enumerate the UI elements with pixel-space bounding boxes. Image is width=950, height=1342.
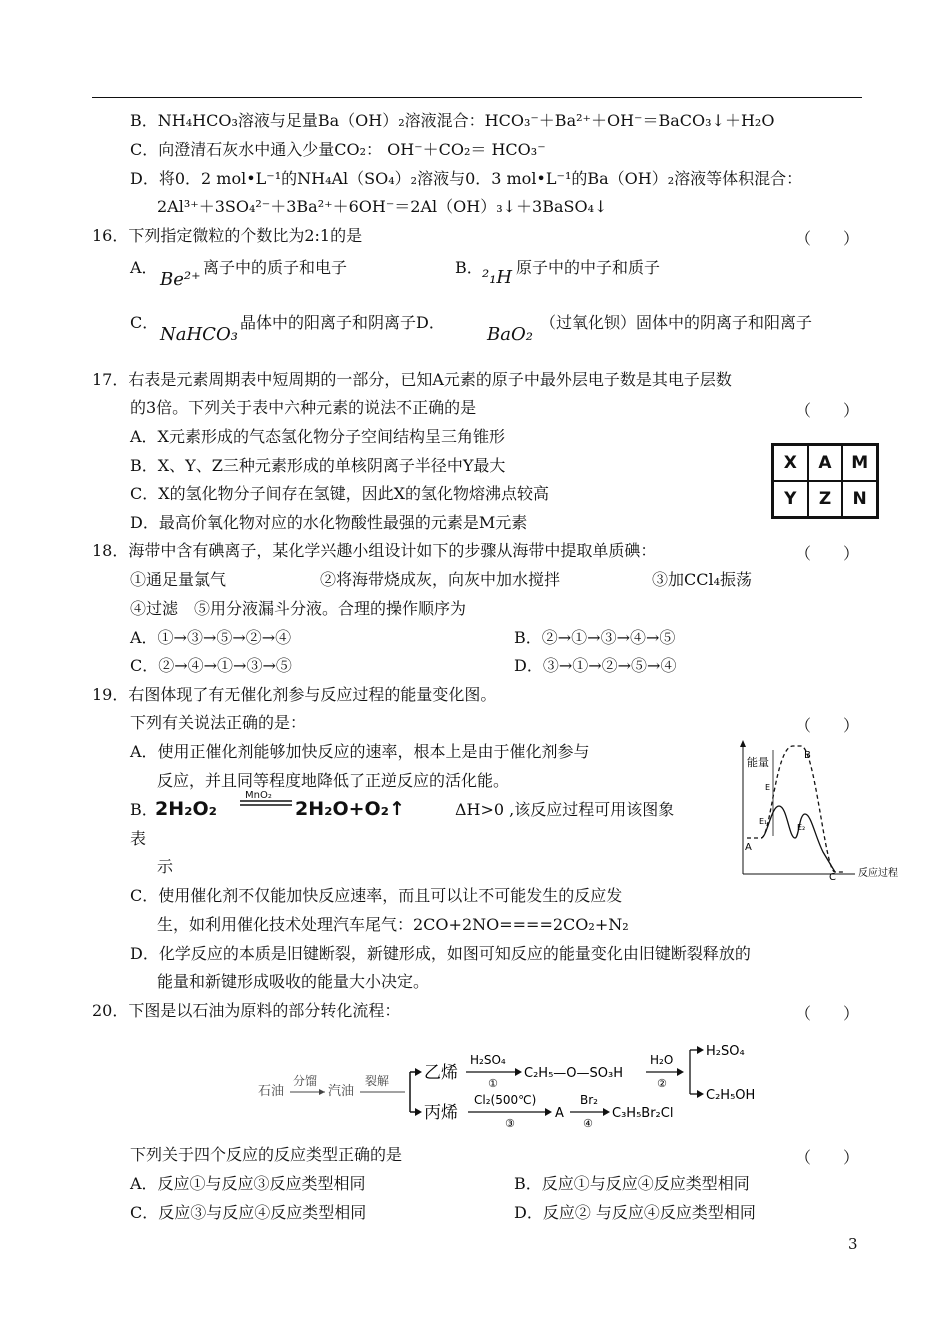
element-cell: Z bbox=[808, 481, 843, 517]
q19-answer-paren: （ ） bbox=[795, 716, 860, 735]
catalyzed-curve bbox=[761, 806, 835, 872]
q17-option-b: B．X、Y、Z三种元素形成的单核阴离子半径中Y最大 bbox=[130, 456, 506, 475]
flow-step-1: ① bbox=[488, 1077, 498, 1090]
q18-option-a: A．①→③→⑤→②→④ bbox=[130, 628, 292, 647]
q19-stem-line2: 下列有关说法正确的是： bbox=[130, 713, 307, 732]
q18-option-c: C．②→④→①→③→⑤ bbox=[130, 656, 292, 675]
q18-step-1: ①通足量氯气 bbox=[130, 570, 227, 589]
q18-step-3: ③加CCl₄振荡 bbox=[652, 570, 753, 589]
flow-product-2a: H₂SO₄ bbox=[706, 1044, 745, 1059]
flow-crack: 裂解 bbox=[365, 1074, 390, 1088]
q18-option-b: B．②→①→③→④→⑤ bbox=[514, 628, 676, 647]
flow-step-4: ④ bbox=[583, 1117, 593, 1130]
q17-option-a: A．X元素形成的气态氢化物分子空间结构呈三角锥形 bbox=[130, 427, 505, 446]
point-c: C bbox=[829, 872, 836, 880]
flow-step-2: ② bbox=[657, 1077, 667, 1090]
q16-option-b-text: 原子中的中子和质子 bbox=[516, 258, 661, 277]
q16-option-c-label: C． bbox=[130, 313, 159, 332]
petroleum-flow-diagram bbox=[250, 1036, 770, 1136]
q18-step-4-5: ④过滤 ⑤用分液漏斗分液。合理的操作顺序为 bbox=[130, 599, 467, 618]
q19-option-d-line1: D．化学反应的本质是旧键断裂，新键形成，如图可知反应的能量变化由旧键断裂释放的 bbox=[130, 944, 751, 963]
process-axis-label: 反应过程 bbox=[858, 868, 898, 879]
periodic-table-fragment bbox=[771, 443, 879, 519]
label-e: E bbox=[765, 783, 771, 792]
flow-gasoline: 汽油 bbox=[328, 1084, 355, 1099]
q17-option-c: C．X的氢化物分子间存在氢键，因此X的氢化物熔沸点较高 bbox=[130, 484, 550, 503]
energy-diagram bbox=[735, 740, 900, 880]
flow-step-3: ③ bbox=[505, 1117, 515, 1130]
q16-option-a-formula: Be²⁺ bbox=[160, 269, 201, 290]
q20-option-b: B．反应①与反应④反应类型相同 bbox=[514, 1174, 750, 1193]
element-cell: Y bbox=[773, 481, 808, 517]
q17-stem-line2: 的3倍。下列关于表中六种元素的说法不正确的是 bbox=[130, 398, 477, 417]
q17-stem-line1: 17．右表是元素周期表中短周期的一部分，已知A元素的原子中最外层电子数是其电子层数 bbox=[92, 370, 732, 389]
q16-option-b-label: B． bbox=[455, 258, 483, 277]
point-a: A bbox=[745, 842, 752, 853]
q18-option-d: D．③→①→②→⑤→④ bbox=[514, 656, 677, 675]
equilibrium-equal-sign bbox=[240, 799, 292, 807]
q16-option-d-text: （过氧化钡）固体中的阴离子和阳离子 bbox=[540, 313, 813, 332]
q20-option-d: D．反应② 与反应④反应类型相同 bbox=[514, 1203, 756, 1222]
flow-reagent-1: H₂SO₄ bbox=[470, 1053, 506, 1067]
flow-product-1: C₂H₅—O—SO₃H bbox=[524, 1066, 623, 1081]
q19-equation-left: 2H₂O₂ bbox=[155, 798, 217, 820]
q19-stem: 19．右图体现了有无催化剂参与反应过程的能量变化图。 bbox=[92, 685, 497, 704]
q20-answer-paren: （ ） bbox=[795, 1004, 860, 1023]
label-e2: E₂ bbox=[797, 823, 806, 832]
flow-oil: 石油 bbox=[258, 1084, 285, 1099]
flow-reagent-4: Br₂ bbox=[580, 1093, 598, 1107]
label-e1: E₁ bbox=[759, 817, 768, 826]
flow-propylene: 丙烯 bbox=[424, 1103, 458, 1123]
q16-option-d-formula: BaO₂ bbox=[487, 324, 533, 345]
element-cell: N bbox=[842, 481, 877, 517]
q17-answer-paren: （ ） bbox=[795, 401, 860, 420]
energy-axis-label: 能量 bbox=[747, 756, 769, 769]
q19-equation-right: 2H₂O+O₂↑ bbox=[295, 798, 405, 820]
q16-option-c-text: 晶体中的阳离子和阴离子D． bbox=[240, 313, 445, 332]
q20-stem: 20．下图是以石油为原料的部分转化流程： bbox=[92, 1001, 401, 1020]
q19-equation-catalyst: MnO₂ bbox=[245, 790, 272, 801]
q19-option-d-line2: 能量和新键形成吸收的能量大小决定。 bbox=[157, 972, 430, 991]
q19-option-b-text2: 表 bbox=[130, 829, 147, 848]
flow-reagent-3: Cl₂(500℃) bbox=[474, 1093, 537, 1107]
q19-option-b-text: ΔH>0 ,该反应过程可用该图象 bbox=[455, 800, 675, 819]
q16-answer-paren: （ ） bbox=[795, 229, 860, 248]
header-rule bbox=[92, 97, 862, 98]
q16-stem: 16．下列指定微粒的个数比为2:1的是 bbox=[92, 226, 363, 245]
element-cell: M bbox=[842, 445, 877, 481]
q18-step-2: ②将海带烧成灰，向灰中加水搅拌 bbox=[320, 570, 561, 589]
element-cell: X bbox=[773, 445, 808, 481]
q20-option-c: C．反应③与反应④反应类型相同 bbox=[130, 1203, 367, 1222]
q15-option-d-equation: 2Al³⁺＋3SO₄²⁻＋3Ba²⁺＋6OH⁻＝2Al（OH）₃↓＋3BaSO₄↓ bbox=[157, 197, 608, 216]
q20-option-a: A．反应①与反应③反应类型相同 bbox=[130, 1174, 366, 1193]
q20-answer-paren-2: （ ） bbox=[795, 1148, 860, 1167]
q19-option-a-line1: A．使用正催化剂能够加快反应的速率，根本上是由于催化剂参与 bbox=[130, 742, 590, 761]
q18-answer-paren: （ ） bbox=[795, 544, 860, 563]
q15-option-b: B．NH₄HCO₃溶液与足量Ba（OH）₂溶液混合：HCO₃⁻＋Ba²⁺＋OH⁻＝BaCO₃↓＋H₂O bbox=[130, 111, 775, 130]
flow-ethylene: 乙烯 bbox=[424, 1063, 458, 1083]
q20-question: 下列关于四个反应的反应类型正确的是 bbox=[130, 1145, 403, 1164]
q16-option-b-formula: ²₁H bbox=[482, 267, 513, 288]
q15-option-c: C．向澄清石灰水中通入少量CO₂： OH⁻＋CO₂＝ HCO₃⁻ bbox=[130, 140, 546, 159]
element-cell: A bbox=[808, 445, 843, 481]
q19-option-c-line2: 生，如利用催化技术处理汽车尾气：2CO+2NO====2CO₂+N₂ bbox=[157, 915, 629, 934]
q17-option-d: D．最高价氧化物对应的水化物酸性最强的元素是M元素 bbox=[130, 513, 528, 532]
flow-distill: 分馏 bbox=[293, 1074, 318, 1088]
flow-reagent-2: H₂O bbox=[650, 1053, 674, 1067]
point-b: B bbox=[804, 750, 811, 761]
q18-stem: 18．海带中含有碘离子，某化学兴趣小组设计如下的步骤从海带中提取单质碘： bbox=[92, 541, 657, 560]
q16-option-a-label: A． bbox=[130, 258, 158, 277]
flow-product-2b: C₂H₅OH bbox=[706, 1088, 756, 1103]
q19-option-a-line2: 反应，并且同等程度地降低了正逆反应的活化能。 bbox=[157, 771, 510, 790]
q19-option-b-text3: 示 bbox=[157, 857, 174, 876]
q15-option-d: D．将0．2 mol•L⁻¹的NH₄Al（SO₄）₂溶液与0．3 mol•L⁻¹的Ba（OH）₂溶液等体积混合： bbox=[130, 169, 803, 188]
page-number: 3 bbox=[848, 1235, 858, 1253]
q19-option-b-label: B． bbox=[130, 800, 158, 819]
flow-product-3: A bbox=[555, 1106, 564, 1121]
q19-option-c-line1: C．使用催化剂不仅能加快反应速率，而且可以让不可能发生的反应发 bbox=[130, 886, 623, 905]
flow-product-4: C₃H₅Br₂Cl bbox=[612, 1106, 674, 1121]
q16-option-a-text: 离子中的质子和电子 bbox=[203, 258, 348, 277]
q16-option-c-formula: NaHCO₃ bbox=[160, 324, 238, 345]
